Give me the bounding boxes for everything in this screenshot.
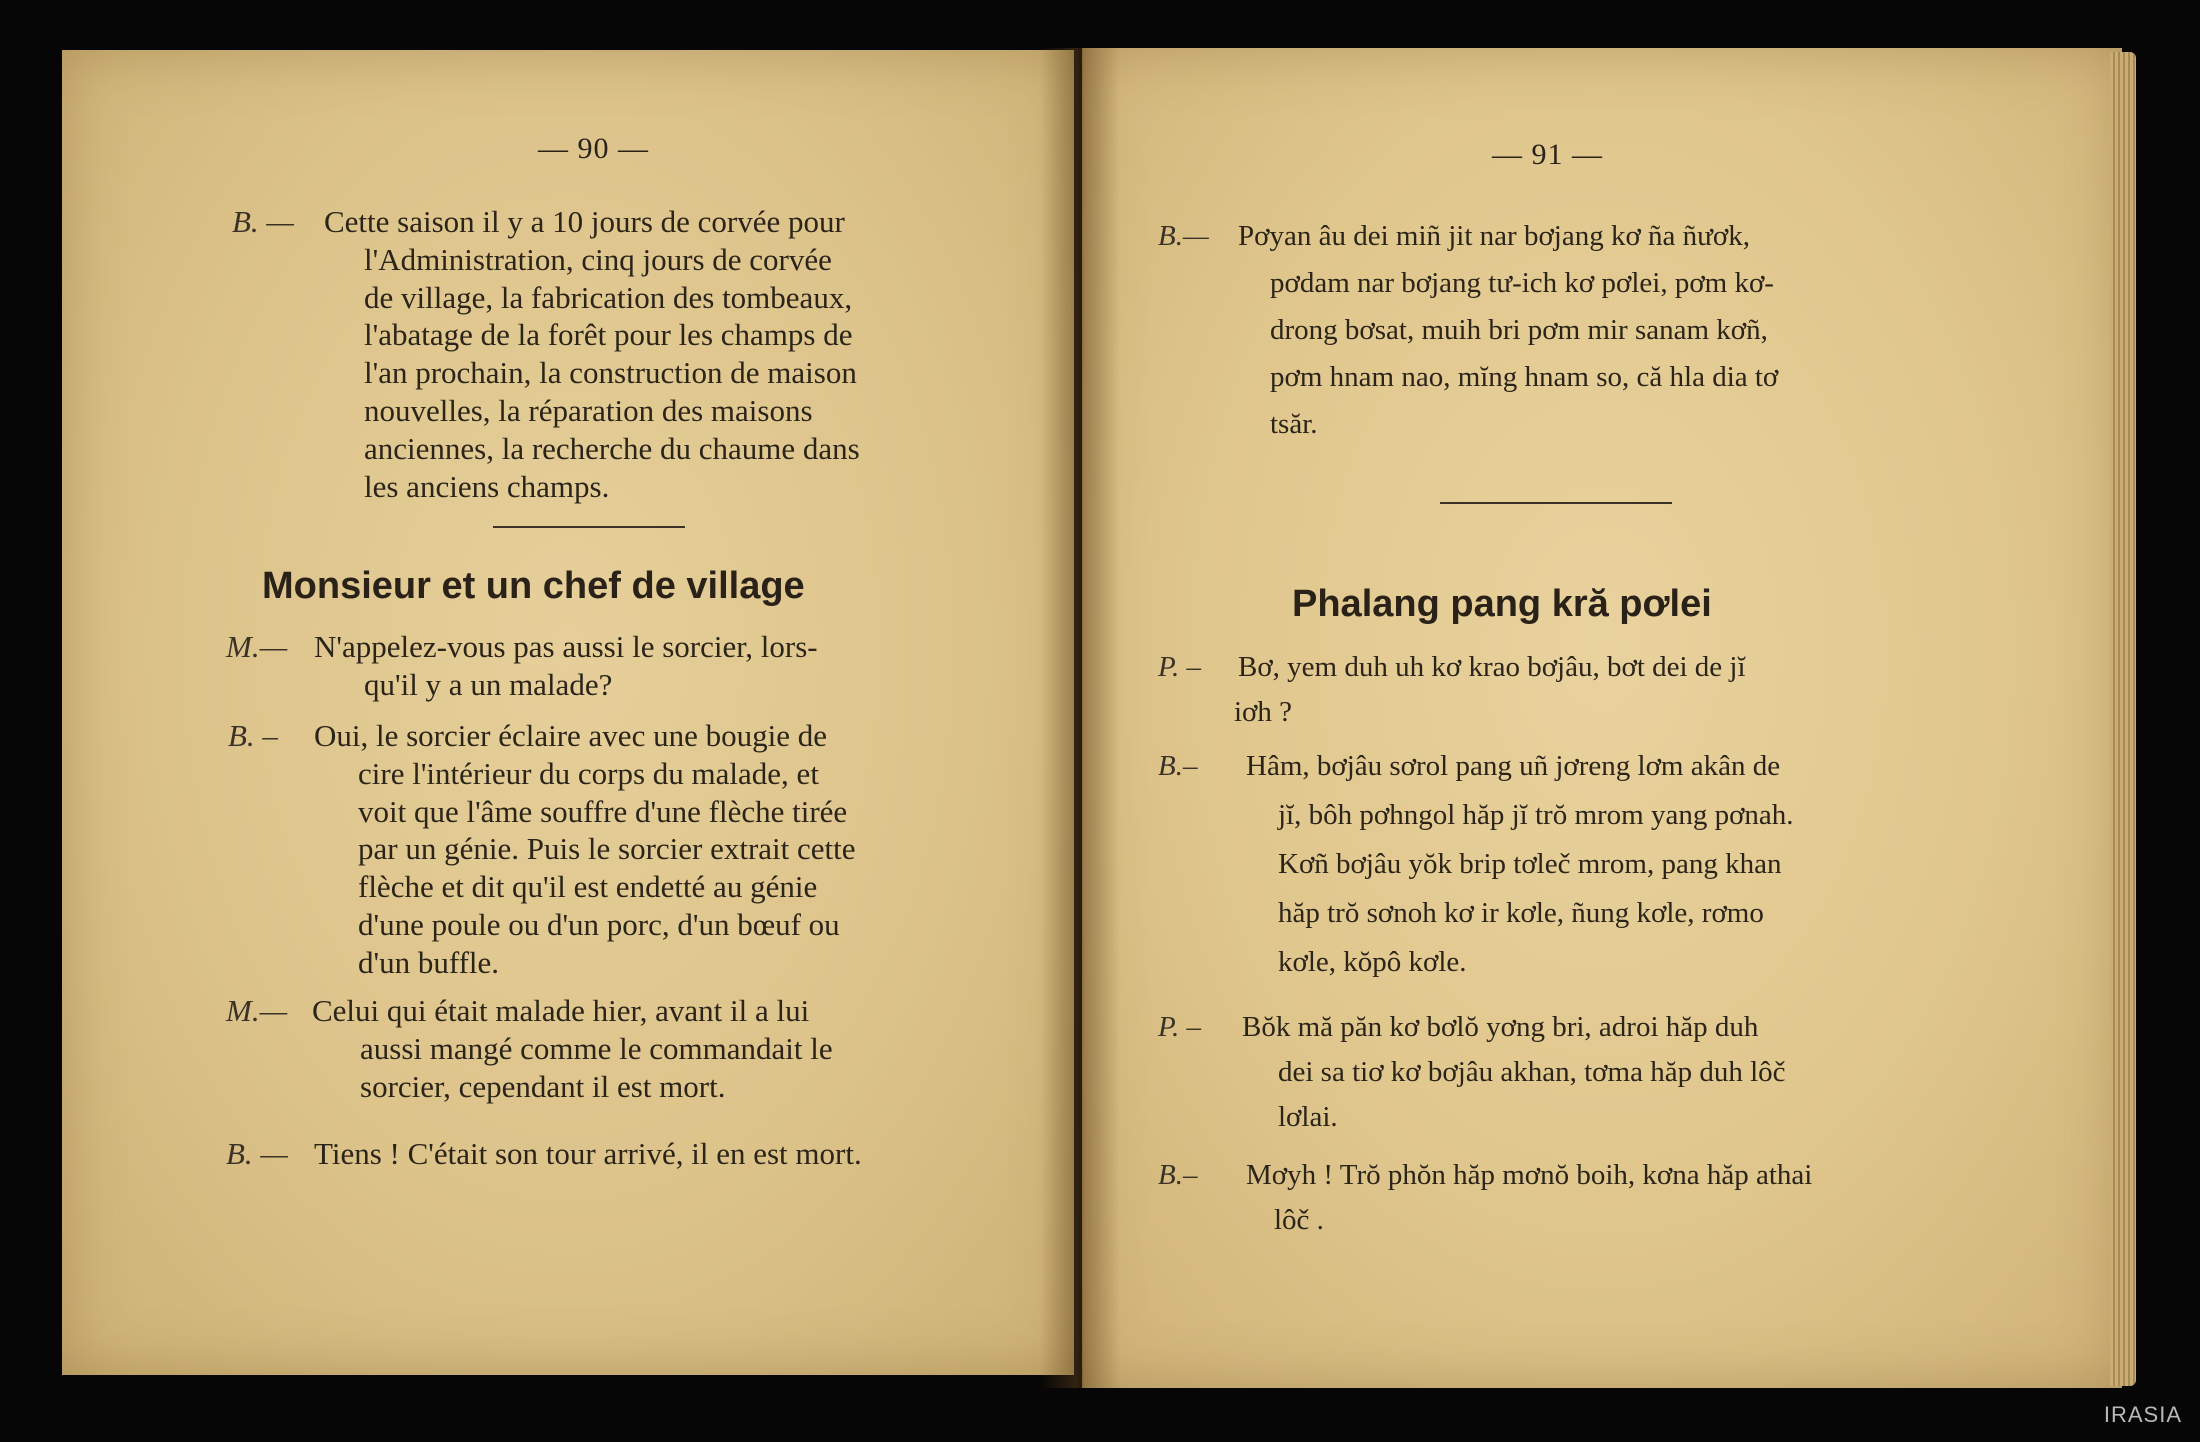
- text-line: flèche et dit qu'il est endetté au génie: [358, 869, 818, 905]
- text-line: anciennes, la recherche du chaume dans: [364, 430, 860, 466]
- text-line: Oui, le sorcier éclaire avec une bougie de: [314, 718, 827, 753]
- speaker-label: B. –: [228, 718, 278, 753]
- left-entry-3: [226, 717, 996, 982]
- text-line: kơle, kŏpô kơle.: [1278, 946, 1467, 978]
- text-line: l'an prochain, la construction de maison: [364, 355, 857, 391]
- text-line: sorcier, cependant il est mort.: [360, 1068, 726, 1104]
- left-entry-1: [232, 203, 992, 505]
- speaker-label: P. –: [1158, 1011, 1201, 1043]
- speaker-label: B.–: [1158, 1159, 1198, 1191]
- text-line: iơh ?: [1234, 696, 1293, 728]
- text-line: Kơñ bơjâu yŏk brip tơleč mrom, pang khan: [1278, 848, 1782, 880]
- text-line: Bŏk mă păn kơ bơlŏ yơng bri, adroi hăp duh: [1242, 1011, 1759, 1043]
- section-heading-right: Phalang pang kră pơlei: [1292, 583, 1712, 625]
- speaker-label: B.—: [1158, 220, 1209, 252]
- section-divider-right: [1440, 502, 1672, 504]
- left-entry-5: [226, 1135, 1006, 1173]
- right-entry-1: [1158, 213, 1958, 448]
- text-line: les anciens champs.: [364, 468, 610, 504]
- page-edges: [2110, 52, 2136, 1386]
- text-line: dei sa tiơ kơ bơjâu akhan, tơma hăp duh lôč: [1278, 1056, 1786, 1088]
- text-line: l'Administration, cinq jours de corvée: [364, 241, 832, 277]
- text-line: drong bơsat, muih bri pơm mir sanam kơñ,: [1270, 314, 1768, 346]
- text-line: tsăr.: [1270, 408, 1318, 440]
- text-line: lơlai.: [1278, 1101, 1338, 1133]
- text-line: Tiens ! C'était son tour arrivé, il en est mort.: [314, 1136, 862, 1171]
- section-heading-left: Monsieur et un chef de village: [262, 565, 805, 607]
- text-line: lôč .: [1274, 1204, 1324, 1236]
- right-entry-5: [1158, 1153, 1958, 1243]
- text-line: par un génie. Puis le sorcier extrait cette: [358, 831, 856, 867]
- text-line: Mơyh ! Trŏ phŏn hăp mơnŏ boih, kơna hăp athai: [1246, 1159, 1813, 1191]
- text-line: qu'il y a un malade?: [364, 666, 613, 702]
- text-line: d'un buffle.: [358, 944, 500, 980]
- page-number-left: — 90 —: [538, 132, 649, 165]
- text-line: Celui qui était malade hier, avant il a lui: [312, 993, 810, 1028]
- text-line: Cette saison il y a 10 jours de corvée pour: [324, 204, 845, 239]
- right-entry-4: [1158, 1005, 1958, 1140]
- speaker-label: M.—: [226, 993, 288, 1028]
- right-entry-3: [1158, 742, 1958, 987]
- text-line: de village, la fabrication des tombeaux,: [364, 279, 853, 315]
- text-line: pơdam nar bơjang tư-ich kơ pơlei, pơm kơ-: [1270, 267, 1774, 299]
- entry-text: [232, 203, 992, 241]
- text-line: hăp trŏ sơnoh kơ ir kơle, ñung kơle, rơmo: [1278, 897, 1764, 929]
- left-entry-4: [226, 992, 996, 1105]
- text-line: aussi mangé comme le commandait le: [360, 1030, 833, 1066]
- section-divider-left: [493, 526, 685, 528]
- speaker-label: B. —: [226, 1136, 288, 1171]
- speaker-label: P. –: [1158, 651, 1201, 683]
- speaker-label: B.–: [1158, 750, 1198, 782]
- text-line: Pơyan âu dei miñ jit nar bơjang kơ ña ñươk,: [1238, 220, 1750, 252]
- right-entry-2: [1158, 645, 1958, 735]
- text-line: N'appelez-vous pas aussi le sorcier, lors-: [314, 629, 818, 664]
- credit-watermark: IRASIA: [2103, 1402, 2182, 1427]
- page-number-right: — 91 —: [1492, 138, 1603, 171]
- text-line: Hâm, bơjâu sơrol pang uñ jơreng lơm akân de: [1246, 750, 1781, 782]
- speaker-label: B. —: [232, 204, 294, 239]
- text-line: cire l'intérieur du corps du malade, et: [358, 755, 819, 791]
- speaker-label: M.—: [226, 629, 288, 664]
- text-line: pơm hnam nao, mĭng hnam so, că hla dia tơ: [1270, 361, 1779, 393]
- text-line: nouvelles, la réparation des maisons: [364, 392, 813, 428]
- text-line: l'abatage de la forêt pour les champs de: [364, 317, 853, 353]
- text-line: Bơ, yem duh uh kơ krao bơjâu, bơt dei de jĭ: [1238, 651, 1746, 683]
- text-line: voit que l'âme souffre d'une flèche tirée: [358, 793, 848, 829]
- text-line: d'une poule ou d'un porc, d'un bœuf ou: [358, 906, 840, 942]
- left-entry-2: [226, 628, 996, 704]
- text-line: jĭ, bôh pơhngol hăp jĭ trŏ mrom yang pơnah.: [1278, 799, 1794, 831]
- entry-continuation: [232, 241, 992, 506]
